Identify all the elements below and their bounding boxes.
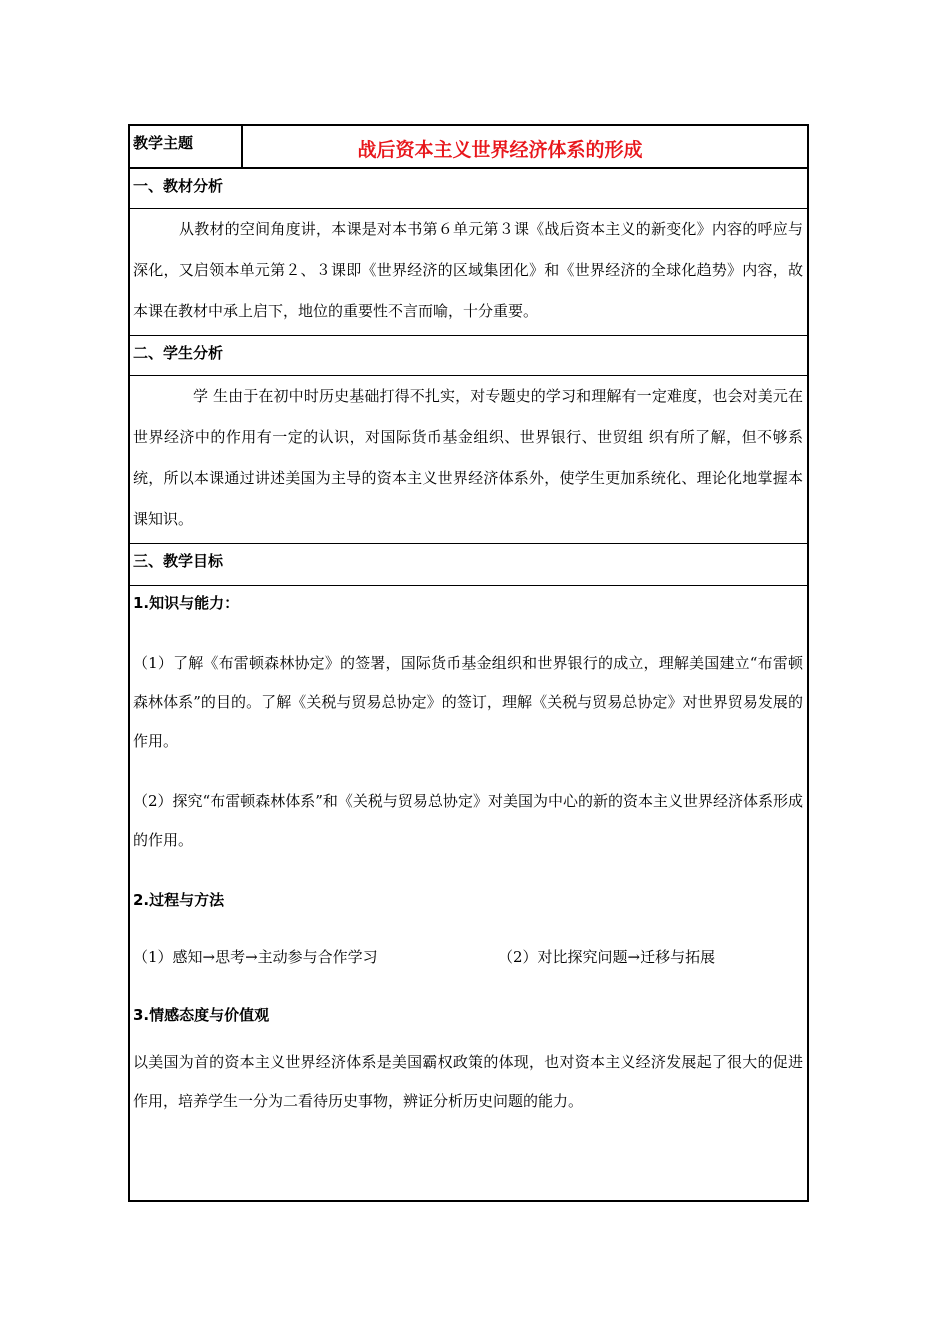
knowledge-ability-heading: 1.知识与能力： bbox=[133, 594, 240, 612]
process-method-items bbox=[133, 947, 803, 967]
lesson-title: 战后资本主义世界经济体系的形成 bbox=[357, 139, 643, 161]
teaching-goals-body bbox=[130, 586, 807, 1200]
process-method-heading: 2.过程与方法 bbox=[133, 891, 225, 909]
process-item-2: （2）对比探究问题→迁移与拓展 bbox=[498, 948, 716, 966]
section-heading-teaching-goals: 三、教学目标 bbox=[130, 544, 807, 586]
knowledge-item-2: （2）探究“布雷顿森林体系”和《关税与贸易总协定》对美国为中心的新的资本主义世界经济体系形成的作用。 bbox=[133, 792, 803, 849]
title-row bbox=[130, 126, 807, 169]
emotion-values-heading: 3.情感态度与价值观 bbox=[133, 1006, 270, 1024]
process-item-1: （1）感知→思考→主动参与合作学习 bbox=[133, 948, 378, 966]
student-analysis-text: 学 生由于在初中时历史基础打得不扎实，对专题史的学习和理解有一定难度，也会对美元在世界经济中的作用有一定的认识，对国际货币基金组织、世界银行、世贸组 织有所了解，但不够系统，所以本课通过讲述美国为主导的资本主义世界经济体系外，使学生更加系统化、理论化地掌握本课知识。 bbox=[130, 376, 807, 544]
emotion-values-text: 以美国为首的资本主义世界经济体系是美国霸权政策的体现，也对资本主义经济发展起了很大的促进作用，培养学生一分为二看待历史事物，辨证分析历史问题的能力。 bbox=[133, 1053, 803, 1110]
textbook-analysis-text: 从教材的空间角度讲，本课是对本书第６单元第３课《战后资本主义的新变化》内容的呼应与深化，又启领本单元第２、３课即《世界经济的区域集团化》和《世界经济的全球化趋势》内容，故本课在教材中承上启下，地位的重要性不言而喻，十分重要。 bbox=[130, 209, 807, 336]
topic-label: 教学主题 bbox=[130, 126, 243, 167]
lesson-plan-table bbox=[128, 124, 809, 1202]
section-heading-textbook-analysis: 一、教材分析 bbox=[130, 169, 807, 209]
knowledge-item-1: （1）了解《布雷顿森林协定》的签署，国际货币基金组织和世界银行的成立，理解美国建立“布雷顿森林体系”的目的。了解《关税与贸易总协定》的签订，理解《关税与贸易总协定》对世界贸易发展的作用。 bbox=[133, 654, 803, 750]
section-heading-student-analysis: 二、学生分析 bbox=[130, 336, 807, 376]
